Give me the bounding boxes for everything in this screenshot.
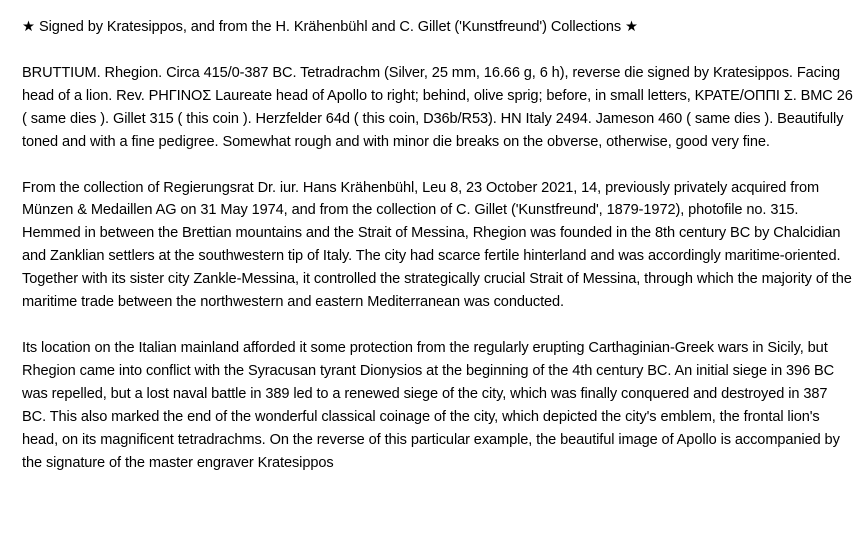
history-paragraph: Its location on the Italian mainland afforded it some protection from the regularly erupting Carthaginian-Greek wars in Sicily, but Rhegion came into conflict with the Syracusan tyrant Dionysios at the beginning of the 4th century BC. An initial siege in 396 BC was repelled, but a lost naval battle in 389 led to a renewed siege of the city, which was finally conquered and destroyed in 387 BC. This also marked the end of the wonderful classical coinage of the city, which depicted the city's emblem, the frontal lion's head, on its magnificent tetradrachms. On the reverse of this particular example, the beautiful image of Apollo is accompanied by the signature of the master engraver Kratesippos [22,339,840,471]
lot-headline: ★ Signed by Kratesippos, and from the H. Krähenbühl and C. Gillet ('Kunstfreund') Collections ★ [22,19,639,35]
coin-catalog-paragraph: BRUTTIUM. Rhegion. Circa 415/0-387 BC. Tetradrachm (Silver, 25 mm, 16.66 g, 6 h), reverse die signed by Kratesippos. Facing head of a lion. Rev. ΡΗΓΙΝΟΣ Laureate head of Apollo to right; behind, olive sprig; before, in small letters, ΚΡΑΤΕ/ΟΠΠΙ Σ. BMC 26 ( same dies ). Gillet 315 ( this coin ). Herzfelder 64d ( this coin, D36b/R53). HN Italy 2494. Jameson 460 ( same dies ). Beautifully toned and with a fine pedigree. Somewhat rough and with minor die breaks on the obverse, otherwise, good very fine. [22,64,853,150]
lot-description [22,16,854,474]
provenance-paragraph: From the collection of Regierungsrat Dr. iur. Hans Krähenbühl, Leu 8, 23 October 2021, 14, previously privately acquired from Münzen & Medaillen AG on 31 May 1974, and from the collection of C. Gillet ('Kunstfreund', 1879-1972), photofile no. 315. Hemmed in between the Brettian mountains and the Strait of Messina, Rhegion was founded in the 8th century BC by Chalcidian and Zanklian settlers at the southwestern tip of Italy. The city had scarce fertile hinterland and was accordingly maritime-oriented. Together with its sister city Zankle-Messina, it controlled the strategically crucial Strait of Messina, through which the majority of the maritime trade between the northwestern and eastern Mediterranean was conducted. [22,179,852,311]
